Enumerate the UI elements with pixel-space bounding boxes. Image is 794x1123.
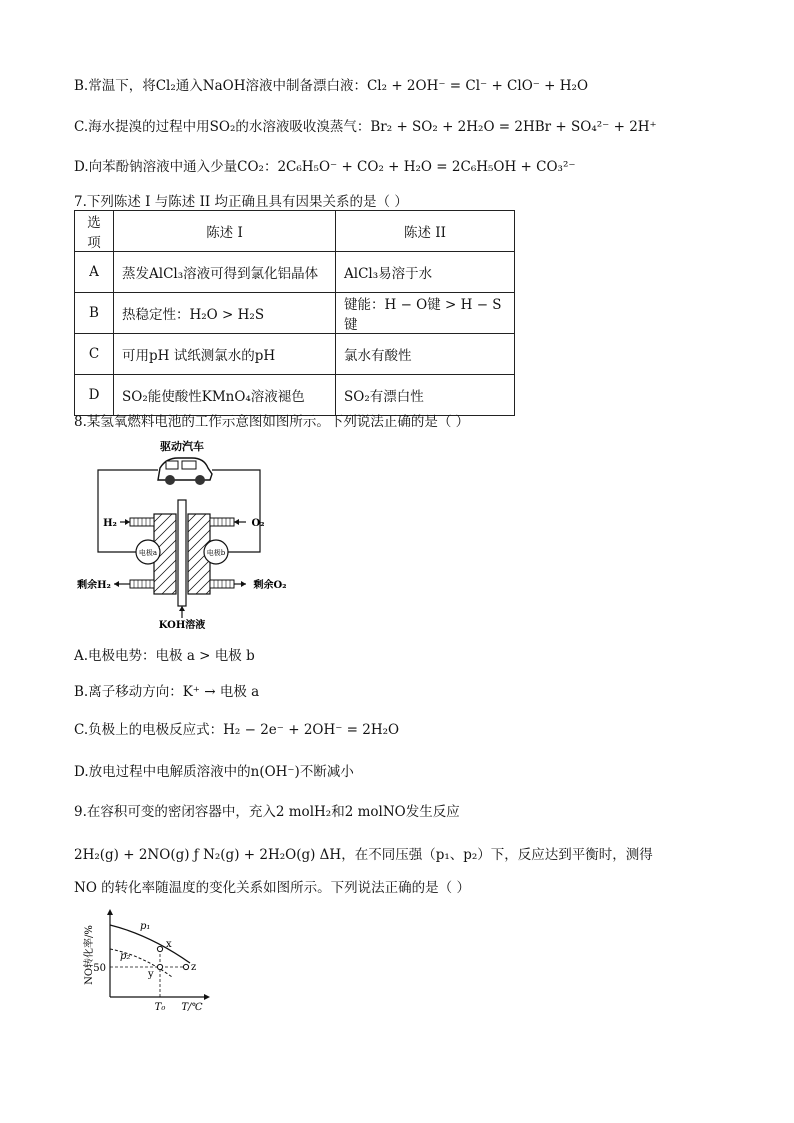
- header-statement-1: 陈述 I: [114, 211, 336, 252]
- x-tick-t0: T₀: [154, 1002, 166, 1013]
- row-statement-2: 键能：H − O键 > H − S键: [336, 293, 515, 334]
- header-statement-2: 陈述 II: [336, 211, 515, 252]
- q9-stem: 9.在容积可变的密闭容器中，充入2 molH₂和2 molNO发生反应: [74, 804, 460, 820]
- o2-inlet-label: O₂: [251, 518, 265, 529]
- o2-outlet-label: 剩余O₂: [253, 580, 287, 591]
- q8-option-a: A.电极电势：电极 a > 电极 b: [74, 648, 255, 664]
- q8-stem: 8.某氢氧燃料电池的工作示意图如图所示。下列说法正确的是（ ）: [74, 414, 470, 430]
- q8-option-b: B.离子移动方向：K⁺ → 电极 a: [74, 684, 260, 700]
- curve-p1-label: p₁: [140, 921, 151, 932]
- electrode-b-label: 电极b: [206, 549, 226, 557]
- q6-option-b: B.常温下，将Cl₂通入NaOH溶液中制备漂白液：Cl₂ + 2OH⁻ = Cl⁻ + ClO⁻ + H₂O: [74, 78, 589, 94]
- row-option: A: [75, 252, 114, 293]
- header-option: 选项: [75, 211, 114, 252]
- table-row: [75, 293, 515, 334]
- y-axis-label: NO转化率/%: [84, 925, 95, 985]
- koh-label: KOH溶液: [158, 620, 206, 629]
- point-y: [157, 964, 162, 969]
- row-statement-1: 可用pH 试纸测氯水的pH: [114, 334, 336, 375]
- point-x: [157, 946, 162, 951]
- electrode-a-label: 电极a: [138, 549, 158, 557]
- row-statement-1: 热稳定性：H₂O > H₂S: [114, 293, 336, 334]
- table-header-row: [75, 211, 515, 252]
- point-z: [183, 964, 188, 969]
- q8-option-c: C.负极上的电极反应式：H₂ − 2e⁻ + 2OH⁻ = 2H₂O: [74, 722, 400, 738]
- q7-table: [74, 210, 515, 416]
- car-icon: [158, 458, 212, 485]
- row-statement-1: 蒸发AlCl₃溶液可得到氯化铝晶体: [114, 252, 336, 293]
- q6-option-d: D.向苯酚钠溶液中通入少量CO₂：2C₆H₅O⁻ + CO₂ + H₂O = 2C₆H₅OH + CO₃²⁻: [74, 159, 576, 175]
- point-y-label: y: [148, 969, 154, 980]
- fuel-cell-diagram: [74, 434, 294, 629]
- q7-stem: 7.下列陈述 I 与陈述 II 均正确且具有因果关系的是（ ）: [74, 194, 408, 210]
- h2-inlet-label: H₂: [103, 518, 117, 529]
- y-tick-50: 50: [93, 963, 106, 974]
- row-option: C: [75, 334, 114, 375]
- conversion-graph: [80, 905, 220, 1015]
- h2-outlet-label: 剩余H₂: [77, 580, 111, 591]
- point-z-label: z: [191, 962, 197, 973]
- row-statement-1: SO₂能使酸性KMnO₄溶液褪色: [114, 375, 336, 416]
- q9-question-line: NO 的转化率随温度的变化关系如图所示。下列说法正确的是（ ）: [74, 880, 470, 896]
- table-row: [75, 252, 515, 293]
- row-option: D: [75, 375, 114, 416]
- row-statement-2: 氯水有酸性: [336, 334, 515, 375]
- external-wire-right: [212, 470, 260, 552]
- curve-p2-label: p₂: [120, 951, 131, 962]
- point-x-label: x: [166, 939, 172, 950]
- q8-option-d: D.放电过程中电解质溶液中的n(OH⁻)不断减小: [74, 764, 354, 780]
- car-label: 驱动汽车: [160, 440, 204, 453]
- row-option: B: [75, 293, 114, 334]
- q9-equation-line: 2H₂(g) + 2NO(g) ƒ N₂(g) + 2H₂O(g) ΔH，在不同压强（p₁、p₂）下，反应达到平衡时，测得: [74, 847, 653, 863]
- q6-option-c: C.海水提溴的过程中用SO₂的水溶液吸收溴蒸气：Br₂ + SO₂ + 2H₂O = 2HBr + SO₄²⁻ + 2H⁺: [74, 119, 657, 135]
- row-statement-2: AlCl₃易溶于水: [336, 252, 515, 293]
- row-statement-2: SO₂有漂白性: [336, 375, 515, 416]
- x-axis-label: T/℃: [181, 1002, 203, 1013]
- table-row: [75, 334, 515, 375]
- electrolyte-channel: [178, 500, 186, 606]
